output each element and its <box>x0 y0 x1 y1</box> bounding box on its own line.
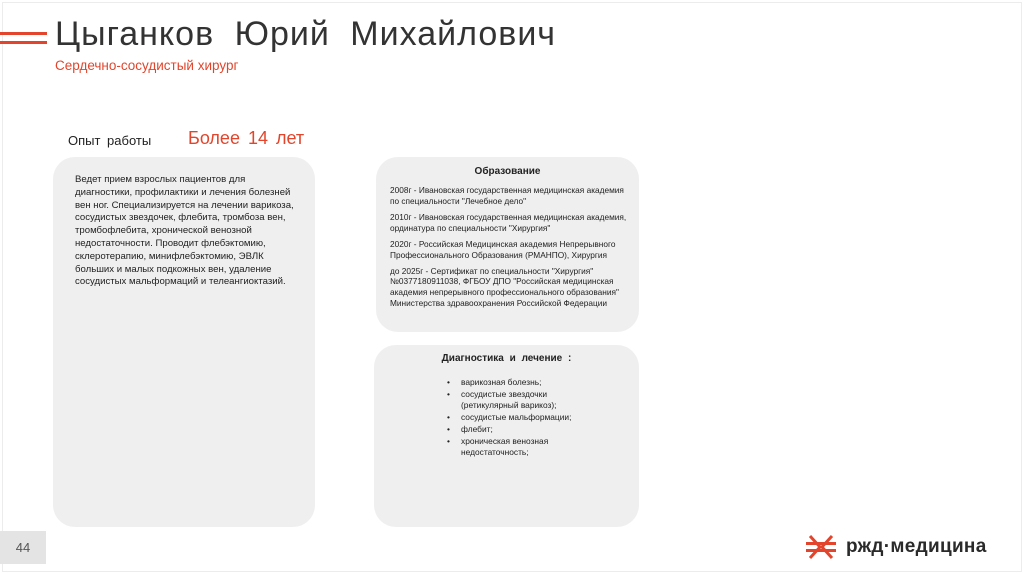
diagnostics-list <box>447 377 577 459</box>
list-item-text: сосудистые звездочки (ретикулярный варикоз); <box>461 389 557 410</box>
description-card <box>53 157 315 527</box>
page-number: 44 <box>0 531 46 564</box>
title-accent-lines <box>0 32 47 48</box>
education-list <box>390 185 628 314</box>
bullet-icon: • <box>447 412 450 422</box>
list-item <box>447 377 577 388</box>
logo-text: ржд·медицина <box>846 536 987 557</box>
bullet-icon: • <box>447 389 450 399</box>
list-item-text: варикозная болезнь; <box>461 377 542 387</box>
education-card <box>376 157 639 332</box>
education-item: до 2025г - Сертификат по специальности "Хирургия" №0377180911038, ФГБОУ ДПО "Российская медицинская академия непрерывного профессионального образования" Министерства здравоохранения Российской Федерации <box>390 265 619 309</box>
doctor-name: Цыганков Юрий Михайлович <box>55 15 557 53</box>
diagnostics-card <box>374 345 639 527</box>
education-item: 2020г - Российская Медицинская академия Непрерывного Профессионального Образования (РМАНПО), Хирургия <box>390 238 616 260</box>
education-item: 2008г - Ивановская государственная медицинская академия по специальности "Лечебное дело" <box>390 185 624 206</box>
list-item <box>447 412 577 423</box>
list-item-text: сосудистые мальформации; <box>461 412 572 422</box>
list-item <box>447 389 577 411</box>
list-item <box>447 436 577 458</box>
list-item <box>447 424 577 435</box>
experience-label: Опыт работы <box>68 133 152 148</box>
bullet-icon: • <box>447 424 450 434</box>
education-item: 2010г - Ивановская государственная медицинская академия, ординатура по специальности "Хирургия" <box>390 211 627 233</box>
company-logo <box>806 533 1002 561</box>
list-item-text: хроническая венозная недостаточность; <box>461 436 549 457</box>
rzd-logo-icon <box>806 533 836 561</box>
description-text: Ведет прием взрослых пациентов для диагностики, профилактики и лечения болезней вен ног. Специализируется на лечении варикоза, сосудистых звездочек, флебита, тромбоза вен, тромбофлебита, хронической венозной недостаточности. Проводит флебэктомию, склеротерапию, минифлебэктомию, ЭВЛК больших и малых подкожных вен, удаление сосудистых мальформаций и телеангиоктазий. <box>75 174 294 288</box>
bullet-icon: • <box>447 377 450 387</box>
education-title: Образование <box>474 166 541 177</box>
diagnostics-title: Диагностика и лечение : <box>441 353 572 364</box>
experience-value: Более 14 лет <box>188 128 305 148</box>
list-item-text: флебит; <box>461 424 493 434</box>
bullet-icon: • <box>447 436 450 446</box>
doctor-position: Сердечно-сосудистый хирург <box>55 58 239 73</box>
